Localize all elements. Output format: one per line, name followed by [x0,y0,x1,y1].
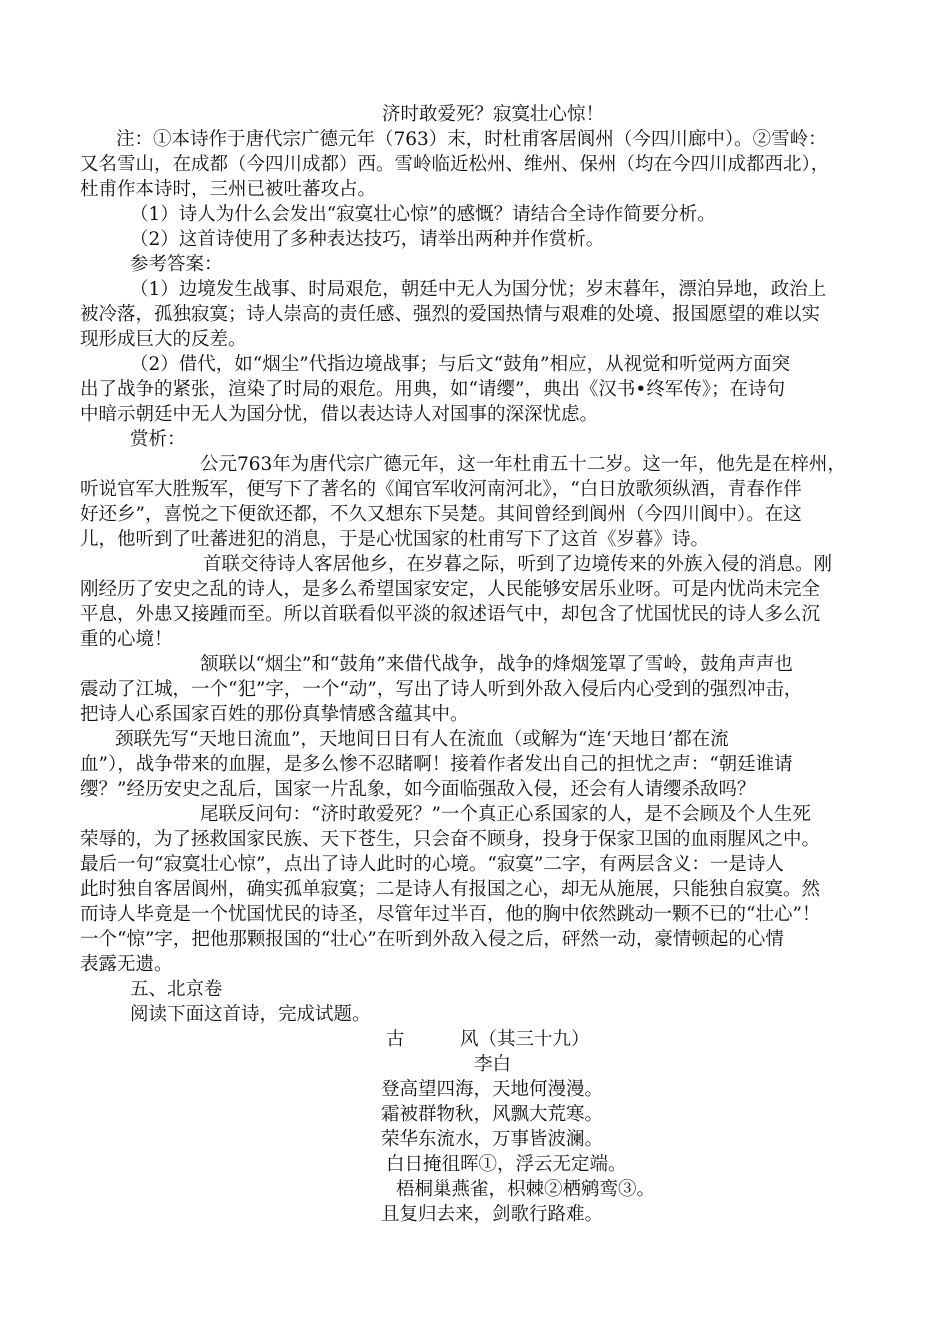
appreciation-text: 最后一句“寂寞壮心惊”，点出了诗人此时的心境。“寂寞”二字，有两层含义：一是诗人 [80,854,784,875]
poem-line: 且复归去来，剑歌行路难。 [381,1204,604,1225]
answer-text: 中暗示朝廷中无人为国分忧，借以表达诗人对国事的深深忧虑。 [80,404,599,425]
appreciation-text: 尾联反问句：“济时敢爱死？”一个真正心系国家的人，是不会顾及个人生死 [200,804,811,825]
appreciation-heading: 赏析： [130,429,186,450]
answer-text: 现形成巨大的反差。 [80,329,247,350]
poem-line: 登高望四海，天地何漫漫。 [381,1079,604,1100]
appreciation-text: 一个“惊”字，把他那颗报国的“壮心”在听到外敌入侵之后，砰然一动，豪情顿起的心情 [80,929,784,950]
appreciation-text: 而诗人毕竟是一个忧国忧民的诗圣，尽管年过半百，他的胸中依然跳动一颗不已的“壮心”！ [80,904,821,925]
answer-text: （2）借代，如“烟尘”代指边境战事；与后文“鼓角”相应，从视觉和听觉两方面突 [130,354,791,375]
note-line: 杜甫作本诗时，三州已被吐蕃攻占。 [80,179,377,200]
note-line: 注：①本诗作于唐代宗广德元年（763）末，时杜甫客居阆州（今四川廊中）。②雪岭： [116,129,827,150]
appreciation-text: 缨？”经历安史之乱后，国家一片乱象，如今面临强敌入侵，还会有人请缨杀敌吗？ [80,779,756,800]
appreciation-text: 震动了江城，一个“犯”字，一个“动”，写出了诗人听到外敌入侵后内心受到的强烈冲击， [80,679,803,700]
appreciation-text: 荣辱的，为了拯救国家民族、天下苍生，只会奋不顾身，投身于保家卫国的血雨腥风之中。 [80,829,821,850]
appreciation-text: 刚经历了安史之乱的诗人，是多么希望国家安定，人民能够安居乐业呀。可是内忧尚未完全 [80,579,821,600]
poem-line: 荣华东流水，万事皆波澜。 [381,1129,604,1150]
appreciation-text: 颈联先写“天地日流血”，天地间日日有人在流血（或解为“连‘天地日’都在流 [115,729,729,750]
section-heading: 五、北京卷 [130,979,223,1000]
note-line: 又名雪山，在成都（今四川成都）西。雪岭临近松州、维州、保州（均在今四川成都西北）， [80,154,830,175]
appreciation-text: 平息，外患又接踵而至。所以首联看似平淡的叙述语气中，却包含了忧国忧民的诗人多么沉 [80,604,821,625]
appreciation-text: 儿，他听到了吐蕃进犯的消息，于是心忧国家的杜甫写下了这首《岁暮》诗。 [80,529,710,550]
answer-text: （1）边境发生战事、时局艰危，朝廷中无人为国分忧；岁末暮年，漂泊异地，政治上 [130,279,827,300]
appreciation-text: 听说官军大胜叛军，便写下了著名的《闻官军收河南河北》，“白日放歌须纵酒，青春作伴 [80,479,802,500]
appreciation-text: 血”），战争带来的血腥，是多么惨不忍睹啊！接着作者发出自己的担忧之声：“朝廷谁请 [80,754,793,775]
question-2: （2）这首诗使用了多种表达技巧，请举出两种并作赏析。 [130,229,605,250]
appreciation-text: 把诗人心系国家百姓的那份真挚情感含蕴其中。 [80,704,469,725]
poem-line: 霜被群物秋，风飘大荒寒。 [381,1104,604,1125]
poem-author: 李白 [474,1054,512,1075]
appreciation-text: 重的心境！ [80,629,173,650]
poem-title: 古 风（其三十九） [386,1029,590,1050]
poem-line: 白日掩徂晖①，浮云无定端。 [386,1154,627,1175]
answer-text: 被冷落，孤独寂寞；诗人崇高的责任感、强烈的爱国热情与艰难的处境、报国愿望的难以实 [80,304,821,325]
question-1: （1）诗人为什么会发出“寂寞壮心惊”的感慨？请结合全诗作简要分析。 [130,204,716,225]
appreciation-text: 首联交待诗人客居他乡，在岁暮之际，听到了边境传来的外族入侵的消息。刚 [203,554,833,575]
appreciation-text: 表露无遗。 [80,954,173,975]
appreciation-text: 颔联以“烟尘”和“鼓角”来借代战争，战争的烽烟笼罩了雪岭，鼓角声声也 [200,654,793,675]
poem-line: 梧桐巢燕雀，枳棘②栖鹓鸾③。 [396,1179,656,1200]
appreciation-text: 好还乡”，喜悦之下便欲还都，不久又想东下吴楚。其间曾经到阆州（今四川阆中）。在这 [80,504,802,525]
answer-heading: 参考答案： [130,254,223,275]
instruction-text: 阅读下面这首诗，完成试题。 [130,1004,371,1025]
appreciation-text: 此时独自客居阆州，确实孤单寂寞；二是诗人有报国之心，却无从施展，只能独自寂寞。然 [80,879,821,900]
appreciation-text: 公元763年为唐代宗广德元年，这一年杜甫五十二岁。这一年，他先是在梓州， [200,454,846,475]
poem-closing-line: 济时敢爱死？寂寞壮心惊！ [382,104,605,125]
answer-text: 出了战争的紧张，渲染了时局的艰危。用典，如“请缨”，典出《汉书•终军传》；在诗句 [80,379,786,400]
